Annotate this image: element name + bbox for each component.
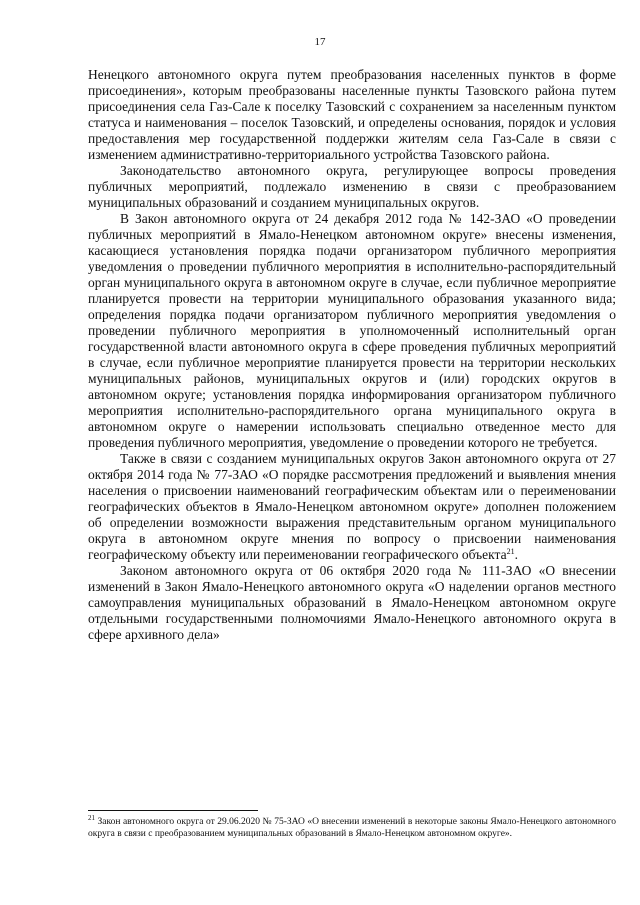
paragraph-2: Законодательство автономного округа, регулирующее вопросы проведения публичных мероприятий, подлежало изменению в связи с преобразованием муниципальных образований и созданием муниципальных округов. — [88, 163, 616, 210]
footnote — [88, 816, 616, 840]
body-text — [88, 67, 616, 643]
footnote-separator — [88, 810, 258, 811]
footnote-marker: 21 — [88, 814, 95, 822]
page-number: 17 — [314, 36, 326, 48]
paragraph-4 — [88, 451, 616, 563]
paragraph-5: Законом автономного округа от 06 октября 2020 года № 111-ЗАО «О внесении изменений в Закон Ямало-Ненецкого автономного округа «О наделении органов местного самоуправления муниципальных образований в Ямало-Ненецком автономном округе отдельными государственными полномочиями Ямало-Ненецкого автономного округа в сфере архивного дела» — [88, 563, 616, 642]
paragraph-1: Ненецкого автономного округа путем преобразования населенных пунктов в форме присоединения», которым преобразованы населенные пункты Тазовского района путем присоединения села Газ-Сале к поселку Тазовский с сохранением за населенным пунктом статуса и наименования – поселок Тазовский, и определены основания, порядок и условия предоставления мер государственной поддержки жителям села Газ-Сале в связи с изменением административно-территориального устройства Тазовского района. — [88, 67, 616, 162]
paragraph-4-end: . — [514, 547, 518, 562]
footnote-text: Закон автономного округа от 29.06.2020 № 75-ЗАО «О внесении изменений в некоторые законы Ямало-Ненецкого автономного округа в связи с преобразованием муниципальных образований в Ямало-Ненецком автономном округе». — [88, 817, 616, 839]
paragraph-3: В Закон автономного округа от 24 декабря 2012 года № 142-ЗАО «О проведении публичных мероприятий в Ямало-Ненецком автономном округе» внесены изменения, касающиеся установления порядка подачи организатором публичного мероприятия уведомления о проведении публичного мероприятия в исполнительно-распорядительный орган муниципального округа в автономном округе в случае, если публичное мероприятие планируется провести на территории муниципального образования указанного вида; определения порядка подачи организатором публичного мероприятия уведомления о проведении публичного мероприятия в уполномоченный исполнительный орган государственной власти автономного округа в сфере проведения публичных мероприятий в случае, если публичное мероприятие планируется провести на территории нескольких муниципальных районов, муниципальных округов и (или) городских округов в автономном округе; установления порядка информирования организатором публичного мероприятия исполнительно-распорядительного органа муниципального округа в автономном округе о намерении использовать специально отведенное место для проведения публичного мероприятия, уведомление о проведении которого не требуется. — [88, 211, 616, 450]
footnote-reference: 21 — [506, 547, 515, 556]
paragraph-4-text: Также в связи с созданием муниципальных округов Закон автономного округа от 27 октября 2014 года № 77-ЗАО «О порядке рассмотрения предложений и выявления мнения населения о присвоении наименований географическим объектам или о переименовании географических объектов в Ямало-Ненецком автономном округе» дополнен положением об определении возможности выражения представительным органом муниципального округа в автономном округе мнения по вопросу о присвоении наименования географическому объекту или переименовании географического объекта — [88, 451, 616, 562]
